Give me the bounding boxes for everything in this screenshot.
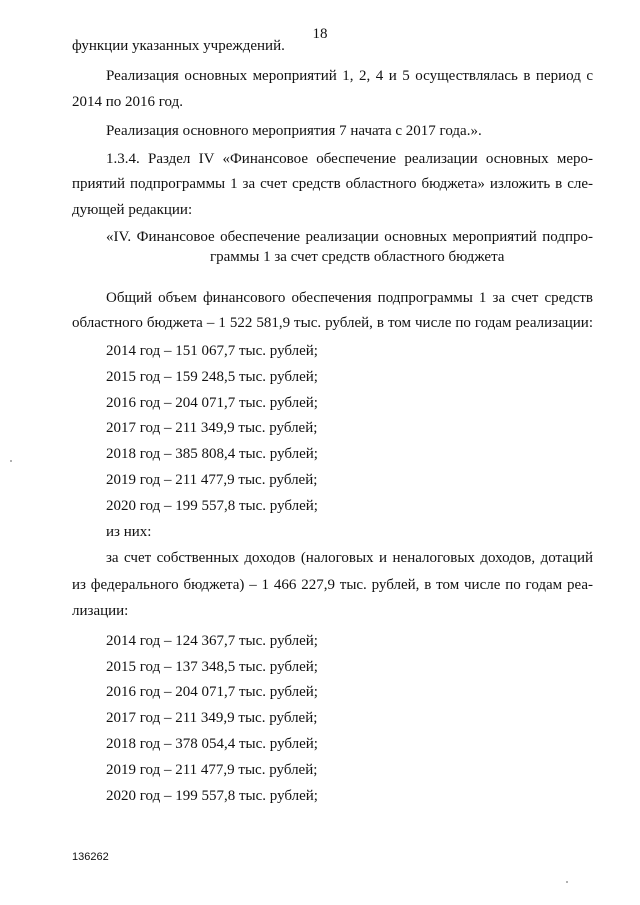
year-amount-item: 2019 год – 211 477,9 тыс. рублей;	[106, 762, 318, 778]
year-amount-item: 2015 год – 159 248,5 тыс. рублей;	[106, 369, 318, 385]
paragraph-line: 1.3.4. Раздел IV «Финансовое обеспечение реализации основных меро-	[106, 151, 593, 167]
year-amount-item: 2014 год – 124 367,7 тыс. рублей;	[106, 633, 318, 649]
paragraph-line: за счет собственных доходов (налоговых и неналоговых доходов, дотаций	[106, 550, 593, 566]
paragraph-line: Реализация основных мероприятий 1, 2, 4 и 5 осуществлялась в период с	[106, 68, 593, 84]
paragraph-line: дующей редакции:	[72, 202, 193, 218]
year-amount-item: 2016 год – 204 071,7 тыс. рублей;	[106, 395, 318, 411]
paragraph-line: приятий подпрограммы 1 за счет средств областного бюджета» изложить в сле-	[72, 176, 593, 192]
paragraph-line: Реализация основного мероприятия 7 начата с 2017 года.».	[106, 123, 482, 139]
year-amount-item: 2017 год – 211 349,9 тыс. рублей;	[106, 420, 318, 436]
year-amount-item: 2015 год – 137 348,5 тыс. рублей;	[106, 659, 318, 675]
paragraph-line: функции указанных учреждений.	[72, 38, 285, 54]
year-amount-item: 2018 год – 378 054,4 тыс. рублей;	[106, 736, 318, 752]
subheading-from-them: из них:	[106, 524, 152, 540]
paragraph-line: из федерального бюджета) – 1 466 227,9 тыс. рублей, в том числе по годам реа-	[72, 577, 593, 593]
scan-speck	[10, 460, 12, 462]
year-amount-item: 2020 год – 199 557,8 тыс. рублей;	[106, 788, 318, 804]
year-amount-item: 2014 год – 151 067,7 тыс. рублей;	[106, 343, 318, 359]
year-amount-item: 2018 год – 385 808,4 тыс. рублей;	[106, 446, 318, 462]
year-amount-item: 2016 год – 204 071,7 тыс. рублей;	[106, 684, 318, 700]
section-heading-line: граммы 1 за счет средств областного бюджета	[210, 249, 505, 265]
footer-document-code: 136262	[72, 851, 109, 863]
year-amount-item: 2017 год – 211 349,9 тыс. рублей;	[106, 710, 318, 726]
page-number: 18	[312, 26, 328, 42]
scan-speck	[566, 881, 568, 883]
paragraph-line: лизации:	[72, 603, 129, 619]
year-amount-item: 2020 год – 199 557,8 тыс. рублей;	[106, 498, 318, 514]
paragraph-line: Общий объем финансового обеспечения подпрограммы 1 за счет средств	[106, 290, 593, 306]
section-heading-line: «IV. Финансовое обеспечение реализации основных мероприятий подпро-	[106, 229, 593, 245]
paragraph-line: 2014 по 2016 год.	[72, 94, 184, 110]
paragraph-line: областного бюджета – 1 522 581,9 тыс. рублей, в том числе по годам реализации:	[72, 315, 593, 331]
year-amount-item: 2019 год – 211 477,9 тыс. рублей;	[106, 472, 318, 488]
